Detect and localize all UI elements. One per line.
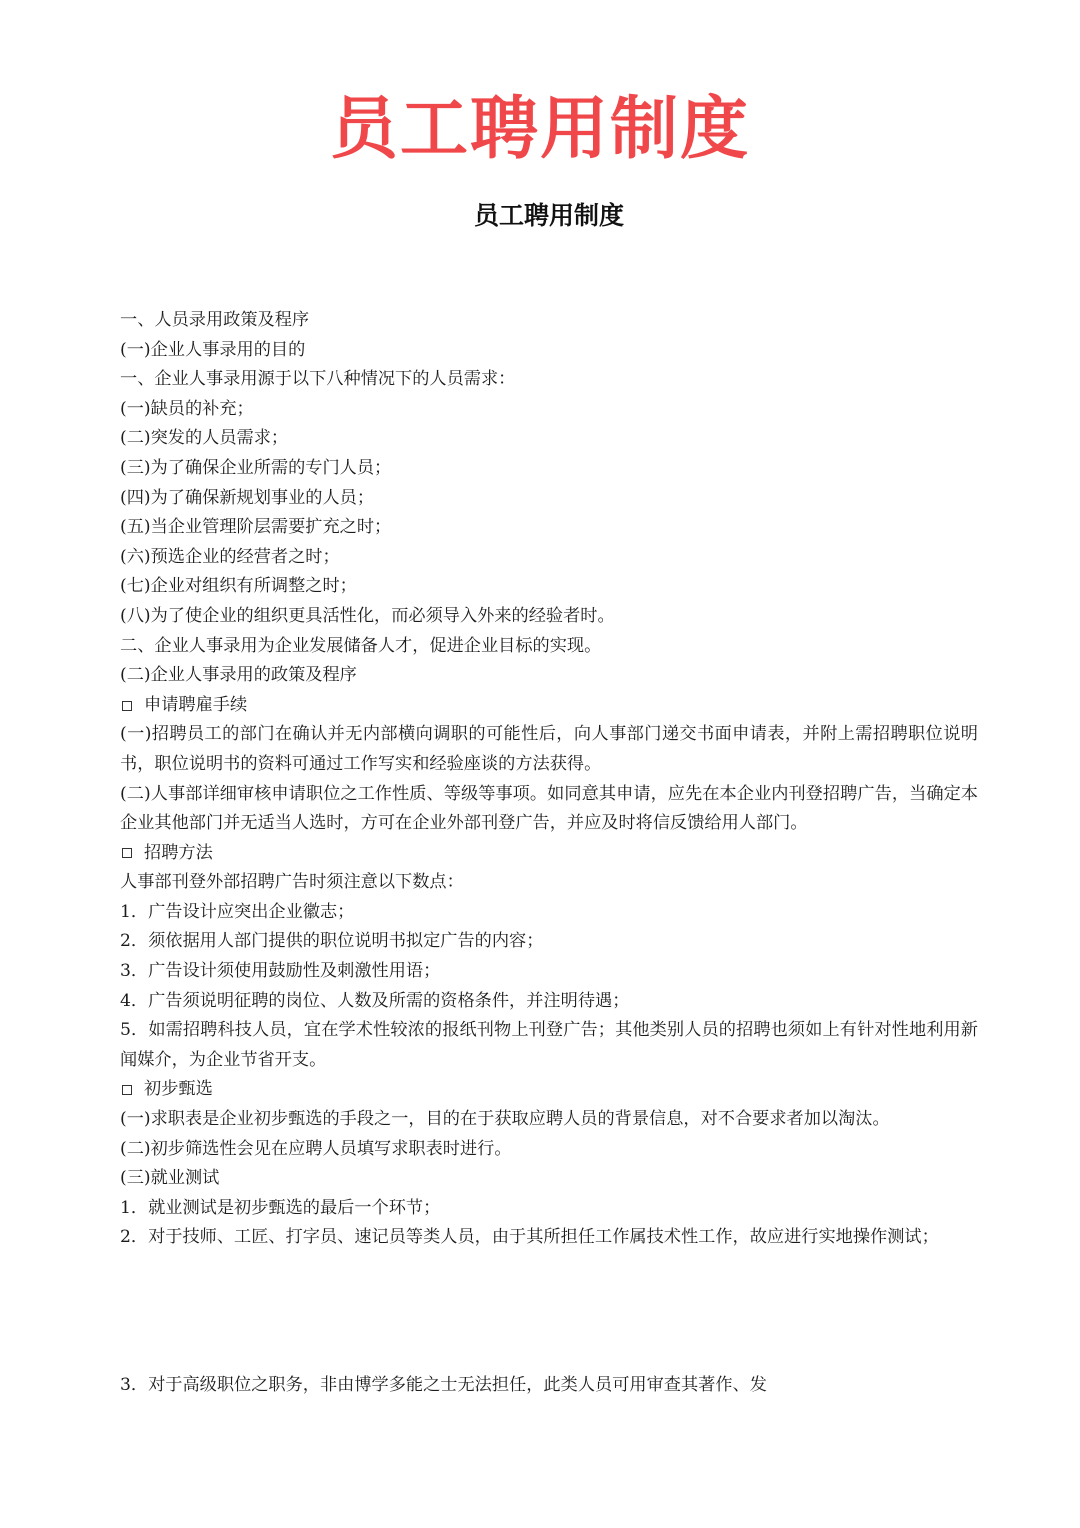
list-item: (三)为了确保企业所需的专门人员； (120, 457, 392, 478)
subsection-heading: (二)企业人事录用的政策及程序 (120, 665, 357, 686)
paragraph-line: (二)初步筛选性会见在应聘人员填写求职表时进行。 (120, 1138, 512, 1159)
document-body (120, 306, 978, 1401)
list-item: 5．如需招聘科技人员，宜在学术性较浓的报纸刊物上刊登广告；其他类别人员的招聘也须如上有针对性地利用新闻媒介，为企业节省开支。 (120, 1020, 978, 1070)
document-subtitle: 员工聘用制度 (473, 201, 624, 230)
bullet-heading-label: 初步甄选 (144, 1079, 213, 1100)
list-item: (七)企业对组织有所调整之时； (120, 576, 357, 597)
list-item: (一)缺员的补充； (120, 398, 254, 419)
list-item: 1．广告设计应突出企业徽志； (120, 901, 355, 922)
list-item: 3．广告设计须使用鼓励性及刺激性用语； (120, 961, 441, 982)
list-item: 3．对于高级职位之职务，非由博学多能之士无法担任，此类人员可用审查其著作、发 (120, 1375, 767, 1395)
list-item: (八)为了使企业的组织更具活性化，而必须导入外来的经验者时。 (120, 605, 615, 626)
square-bullet-icon (122, 848, 132, 858)
bullet-heading (120, 839, 978, 869)
paragraph-line: (一)求职表是企业初步甄选的手段之一，目的在于获取应聘人员的背景信息，对不合要求者加以淘汰。 (120, 1109, 890, 1130)
paragraph: (二)人事部详细审核申请职位之工作性质、等级等事项。如同意其申请，应先在本企业内刊登招聘广告，当确定本企业其他部门并无适当人选时，方可在企业外部刊登广告，并应及时将信反馈给用人部门。 (120, 783, 978, 834)
bullet-heading (120, 1075, 978, 1105)
paragraph-line: 人事部刊登外部招聘广告时须注意以下数点： (120, 872, 464, 893)
list-item: (五)当企业管理阶层需要扩充之时； (120, 517, 392, 538)
subsection-heading: (一)企业人事录用的目的 (120, 339, 306, 360)
list-item: (二)突发的人员需求； (120, 428, 289, 449)
list-item: 4．广告须说明征聘的岗位、人数及所需的资格条件，并注明待遇； (120, 990, 630, 1011)
bullet-heading (120, 691, 978, 721)
paragraph-line: 二、企业人事录用为企业发展储备人才，促进企业目标的实现。 (120, 635, 602, 656)
square-bullet-icon (122, 1085, 132, 1095)
list-item: (四)为了确保新规划事业的人员； (120, 487, 375, 508)
list-item: 2．须依据用人部门提供的职位说明书拟定广告的内容； (120, 931, 544, 952)
banner-title: 员工聘用制度 (329, 90, 750, 169)
section-heading: 一、人员录用政策及程序 (120, 310, 310, 330)
list-item: 2．对于技师、工匠、打字员、速记员等类人员，由于其所担任工作属技术性工作，故应进行实地操作测试； (120, 1227, 939, 1248)
subsection-heading: (三)就业测试 (120, 1168, 220, 1189)
paragraph-line: 一、企业人事录用源于以下八种情况下的人员需求： (120, 369, 516, 390)
list-item: 1．就业测试是初步甄选的最后一个环节； (120, 1197, 441, 1218)
bullet-heading-label: 招聘方法 (144, 842, 213, 863)
paragraph: (一)招聘员工的部门在确认并无内部横向调职的可能性后，向人事部门递交书面申请表，并附上需招聘职位说明书，职位说明书的资料可通过工作写实和经验座谈的方法获得。 (120, 724, 978, 774)
bullet-heading-label: 申请聘雇手续 (144, 694, 248, 715)
list-item: (六)预选企业的经营者之时； (120, 546, 340, 567)
square-bullet-icon (122, 701, 132, 711)
